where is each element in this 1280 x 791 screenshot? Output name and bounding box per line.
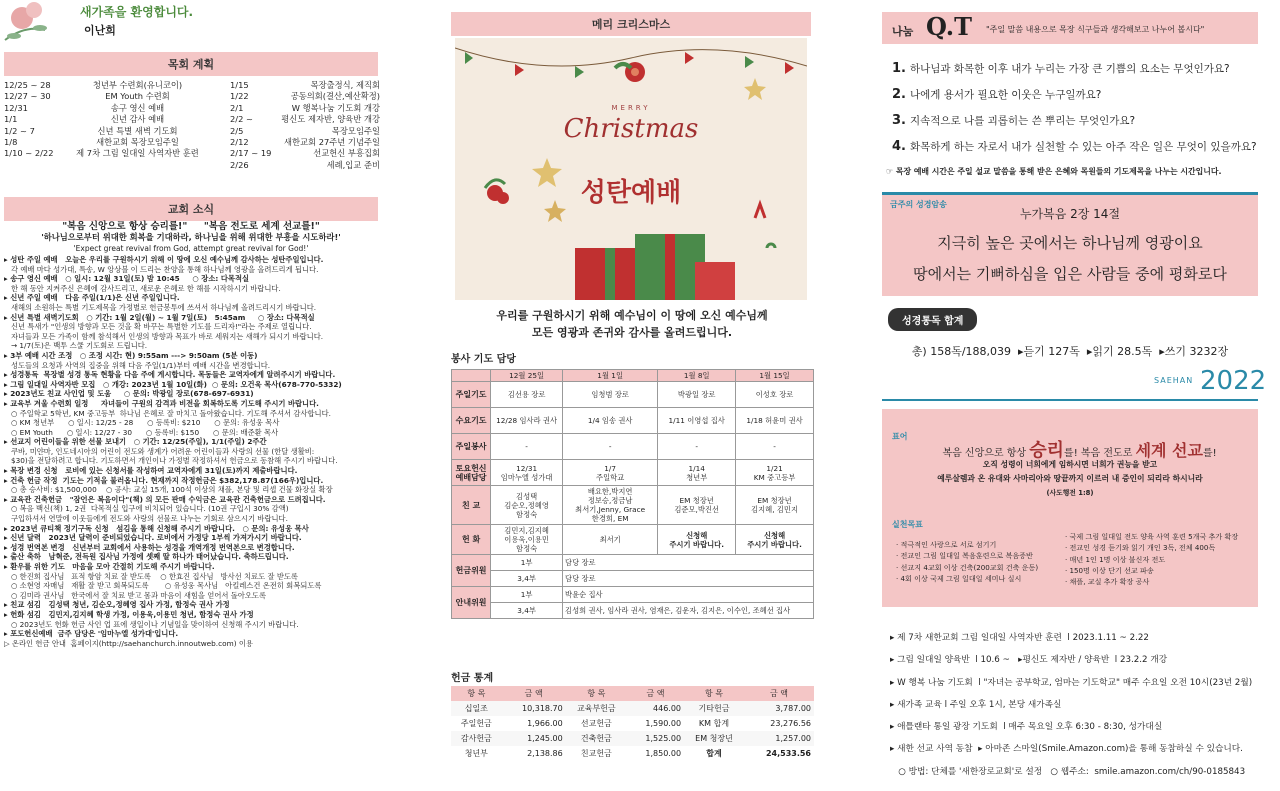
xmas-header: 메리 크리스마스: [451, 12, 811, 36]
news-item: ▸ 포도헌신예배 금주 담당은 '임마누엘 성가대'입니다.: [4, 629, 179, 639]
fin-amount: 10,318.70: [502, 701, 566, 716]
announcement-item: ▸ 제 7차 새한교회 그림 일대일 사역자반 훈련 l 2023.1.11 ~ 2.22: [890, 633, 1149, 643]
schedule-event: 신년 특별 새벽 기도회: [97, 125, 178, 136]
qt-note: ☞ 목장 예배 시간은 주일 설교 말씀을 통해 받은 은혜와 목원들의 기도제목을 나누는 시간입니다.: [886, 167, 1222, 176]
xmas-merry: MERRY: [611, 104, 651, 112]
qt-item: [892, 82, 1262, 108]
qt-text: 나에게 용서가 필요한 이웃은 누구일까요?: [909, 89, 1102, 101]
fin-amount: 2,138.86: [527, 749, 563, 758]
bible-stats: 총) 158독/188,039 ▸듣기 127독 ▸읽기 28.5독 ▸쓰기 3232장: [911, 345, 1229, 358]
announcement-item: ▸ W 행복 나눔 기도회 l "자녀는 공부학교, 엄마는 기도학교" 매주 수요일 오전 10시(23년 2월): [890, 677, 1253, 688]
practice-item: · 선교지 4교회 이상 건축(200교회 건축 운동): [896, 562, 1039, 572]
schedule-row: [4, 148, 209, 159]
news-item: ○ 한진희 집사님 표적 항암 치료 잘 받도록 ○ 한효진 집사님 방사선 치료도 잘 받도록: [4, 571, 298, 581]
fin-header: 항 목: [684, 686, 744, 701]
service-cell: 김성택 김순오,정혜영 함정숙: [491, 486, 563, 525]
news-item: ○ 소현영 자매님 재활 잘 받고 회복되도록 ○ 유성웅 목사님 아킬레스건 온전히 회복되도록: [4, 581, 322, 591]
service-cell: 신청해 주시기 바랍니다.: [658, 525, 736, 555]
service-cell: 박광일 장로: [658, 382, 736, 408]
bible-badge: 성경통독 합계: [888, 308, 977, 331]
service-date: 12월 25일: [491, 370, 563, 382]
fin-item: 주일헌금: [460, 719, 492, 728]
qt-number: 4.: [892, 139, 906, 154]
service-cell: 임청범 장로: [563, 382, 658, 408]
goal-part-c: 를! 복음 전도로: [1064, 448, 1136, 459]
news-item: ▸ 건축 헌금 작정 기도는 기적을 불러옵니다. 현재까지 작정헌금은 $382,178.87(166우)입니다.: [4, 475, 324, 485]
practice-right: [1065, 531, 1258, 587]
fin-amount: 24,533.56: [765, 749, 811, 758]
service-cell: -: [736, 434, 814, 460]
qt-text: 하나님과 화목한 이후 내가 누리는 가장 큰 기쁨의 요소는 무엇인가요?: [909, 63, 1230, 75]
service-cell: -: [658, 434, 736, 460]
goal-part-d: 세계 선교: [1135, 441, 1203, 460]
fin-row: [451, 746, 814, 761]
caption-line-2: 모든 영광과 존귀와 감사를 올려드립니다.: [531, 326, 733, 339]
news-item: 새해의 소원하는 특별 기도제목을 가정별로 헌금봉투에 쓰셔서 하나님께 올려드리시기 바랍니다.: [4, 302, 317, 312]
schedule-date: 1/1: [4, 114, 18, 125]
service-label: 친 교: [452, 486, 491, 525]
slogan-line-2: '하나님으로부터 위대한 회복을 기대하라, 하나님을 위해 위대한 부흥을 시도하라!': [41, 232, 341, 242]
fin-row: [451, 716, 814, 731]
schedule-event: 목장출정식, 제직회: [310, 80, 380, 90]
schedule-date: 12/27 ~ 30: [4, 91, 51, 102]
news-item: ○ 2023년도 헌화 헌금 사인 업 표에 생일이나 기념일을 맞이하여 신청해 주시기 바랍니다.: [4, 619, 299, 629]
news-item: ○ 총 승사비: $1,500,000 ○ 공사: 교실 15개, 100석 이상의 채플, 본당 및 리셉 건물 화장실 확장: [4, 485, 333, 495]
schedule-event: 제 7차 그림 일대일 사역자반 훈련: [76, 148, 199, 159]
staff-part: 3,4부: [491, 603, 563, 619]
fin-item: 합계: [706, 749, 722, 758]
service-cell: 배요한,박지연 정보승,정금남 최서기,Jenny, Grace 한경희, EM: [563, 486, 658, 525]
news-item: 구입하셔서 연말에 이웃들에게 전도와 사랑의 선물로 나누는 기회로 삼으시기 바랍니다.: [4, 514, 288, 524]
news-list: [4, 255, 384, 648]
announcement-list: [890, 627, 1266, 783]
schedule-row: [230, 114, 380, 125]
service-label: 토요헌신 예배담당: [452, 460, 491, 486]
schedule-row: [4, 80, 209, 91]
service-cell: 12/31 임마누엘 성가대: [491, 460, 563, 486]
news-item: 자녀들과 모든 가족이 함께 참석해서 인생의 방향과 목표가 바로 세워지는 새해가 되시기 바랍니다.: [4, 331, 324, 341]
fin-item: 건축헌금: [566, 731, 627, 746]
christmas-illustration: [455, 38, 807, 300]
news-item: ▸ 환우를 위한 기도 마음을 모아 간절히 기도해 주시기 바랍니다.: [4, 562, 215, 571]
verse-label: 금주의 성경암송: [890, 200, 947, 209]
schedule-right: [230, 80, 380, 171]
service-cell: 1/21 KM 중고등부: [736, 460, 814, 486]
fin-item: 친교헌금: [580, 749, 612, 758]
fin-amount: 3,787.00: [744, 701, 814, 716]
verse-ref: 누가복음 2장 14절: [1019, 207, 1121, 221]
announcement-item: ▸ 애틀랜타 통일 광장 기도회 l 매주 목요일 오후 6:30 - 8:30, 성가대실: [890, 722, 1163, 733]
fin-amount: 1,245.00: [502, 731, 566, 746]
news-item: 신년 특새가 "인생의 방향과 모든 것을 확 바꾸는 특별한 기도를 드리자!"라는 주제로 열립니다.: [4, 322, 312, 332]
verse-box: [882, 192, 1258, 296]
schedule-date: 2/17 ~ 19: [230, 148, 272, 159]
schedule-header: 목회 계획: [4, 52, 378, 76]
staff-names: 김성희 권사, 임사라 권사, 염재은, 김운자, 김지은, 이수인, 조혜선 집사: [563, 603, 814, 619]
service-row: [452, 408, 814, 434]
acts-line-2: 예루살렘과 온 유대와 사마리아와 땅끝까지 이르러 내 증인이 되리라 하시니라: [937, 474, 1203, 483]
welcome-section: [0, 0, 382, 48]
right-column: [882, 0, 1280, 791]
schedule-event: EM Youth 수련회: [105, 91, 170, 102]
news-item: ▸ 신년 특별 새벽기도회 ○ 기간: 1월 2일(월) ~ 1월 7일(토) 5:45am ○ 장소: 다목적실: [4, 312, 315, 322]
announcement-item: ○ 방법: 단체를 '새한장로교회'로 설정 ○ 웹주소: smile.amazon.com/ch/90-0185843: [890, 766, 1246, 777]
news-item: ▸ 출산 축하 남혁준, 전득원 집사님 가정에 셋째 딸 하나가 태어났습니다. 축하드립니다.: [4, 552, 289, 562]
service-row: [452, 382, 814, 408]
fin-item: 기타헌금: [684, 701, 744, 716]
service-label: 헌 화: [452, 525, 491, 555]
schedule-date: 2/5: [230, 125, 244, 136]
news-item: ▸ 목장 변경 신청 로비에 있는 신청서를 작성하여 교역자에게 31일(토)까지 제출바랍니다.: [4, 466, 298, 476]
fin-header: 항 목: [566, 686, 627, 701]
staff-row: [452, 603, 814, 619]
service-cell: 12/28 임사라 권사: [491, 408, 563, 434]
schedule-event: 평신도 제자반, 양육반 개강: [281, 114, 380, 125]
schedule-event: 신년 감사 예배: [110, 114, 165, 125]
schedule-row: [230, 91, 380, 102]
qt-header: [882, 12, 1258, 44]
left-column: [0, 0, 382, 791]
service-table: [451, 369, 814, 619]
fin-amount: 23,276.56: [770, 719, 811, 728]
fin-header: 금 액: [627, 686, 684, 701]
announcement-item: ▸ 그림 일대일 양육반 l 10.6 ~ ▸평신도 제자반 / 양육반 l 23.2.2 개강: [890, 655, 1168, 666]
goal-label: 표어: [892, 432, 908, 441]
news-item: ▸ 성탄 주일 예배 오늘은 우리를 구원하시기 위해 이 땅에 오신 예수님께 감사하는 성탄주일입니다.: [4, 255, 324, 264]
schedule-event: 새한교회 목장모임주일: [96, 137, 179, 148]
service-label: 주일기도: [452, 382, 491, 408]
qt-prefix: 나눔: [892, 25, 914, 38]
fin-amount: 1,966.00: [527, 719, 563, 728]
staff-names: 박윤순 집사: [563, 587, 814, 603]
fin-header: 금 액: [744, 686, 814, 701]
news-item: ▸ 성경 번역본 변경 신년부터 교회에서 사용하는 성경을 개역개정 번역본으로 변경합니다.: [4, 542, 295, 552]
service-title: 봉사 기도 담당: [451, 354, 516, 365]
fin-item: 선교헌금: [580, 719, 612, 728]
service-label: 주일봉사: [452, 434, 491, 460]
news-item: ▷ 온라인 헌금 안내 홈페이지(http://saehanchurch.innoutweb.com) 이용: [4, 638, 253, 648]
fin-amount: 1,525.00: [627, 731, 684, 746]
schedule-date: 12/31: [4, 102, 28, 113]
staff-part: 3,4부: [491, 571, 563, 587]
schedule-row: [4, 91, 209, 102]
schedule-row: [4, 103, 209, 114]
announcement-item: ▸ 새가족 교육 l 주일 오후 1시, 본당 새가족실: [890, 699, 1062, 710]
schedule-event: 청년부 수련회(유니코이): [92, 80, 183, 90]
fin-amount: 1,850.00: [645, 749, 682, 758]
news-item: ▸ 2023년 큐티책 정기구독 신청 섬김을 통해 신청해 주시기 바랍니다. ○ 문의: 유성웅 목사: [4, 523, 309, 533]
schedule-date: 12/25 ~ 28: [4, 80, 51, 90]
news-item: ○ 주일학교 5학년, KM 중고등부 하나님 은혜로 잘 마치고 돌아왔습니다. 기도해 주셔서 감사합니다.: [4, 408, 331, 418]
fin-amount: 1,257.00: [744, 731, 814, 746]
saehan-label: SAEHAN: [1154, 376, 1194, 385]
year-label: 2022: [1200, 366, 1267, 396]
service-cell: 1/11 이영섭 집사: [658, 408, 736, 434]
service-cell: 김민지,김지혜 이용욱,이용민 함정숙: [491, 525, 563, 555]
schedule-event: W 행복나눔 기도회 개강: [291, 102, 380, 113]
schedule-date: 1/10 ~ 2/22: [4, 148, 54, 159]
fin-item: 청년부: [464, 749, 488, 758]
schedule-row: [230, 126, 380, 137]
schedule-event: 세례,입교 준비: [326, 159, 380, 170]
service-header-row: [452, 370, 814, 382]
qt-text: 지속적으로 나를 괴롭히는 쓴 뿌리는 무엇인가요?: [909, 115, 1136, 127]
goal-part-e: 를!: [1202, 448, 1217, 459]
staff-part: 1부: [491, 555, 563, 571]
schedule-row: [230, 160, 380, 171]
schedule-row: [230, 148, 380, 159]
practice-item: · 국제 그림 일대일 전도 양육 사역 훈련 5개국 추가 확장: [1065, 532, 1239, 541]
fin-header: 항 목: [451, 686, 502, 701]
qt-number: 1.: [892, 61, 906, 76]
practice-item: · 채플, 교실 추가 확장 공사: [1065, 577, 1150, 587]
service-date: 1월 15일: [736, 370, 814, 382]
service-cell: 김선용 장로: [491, 382, 563, 408]
qt-item: [892, 108, 1262, 134]
service-row: [452, 434, 814, 460]
service-date: 1월 8일: [658, 370, 736, 382]
fin-item: 감사헌금: [451, 731, 502, 746]
practice-item: · 150명 이상 단기 선교 파송: [1065, 565, 1154, 575]
fin-item: 교육부헌금: [566, 701, 627, 716]
news-item: ▸ 신년 달력 2023년 달력이 준비되었습니다. 로비에서 가정당 1부씩 가져가시기 바랍니다.: [4, 533, 302, 543]
practice-item: · 매년 1인 1명 이상 불신자 전도: [1065, 554, 1166, 564]
schedule-date: 2/26: [230, 159, 249, 170]
fin-header: 금 액: [502, 686, 566, 701]
fin-amount: 446.00: [627, 701, 684, 716]
news-item: $30)을 전달하려고 합니다. 기도하면서 개인이나 가정별 작정하셔서 헌금으로 동참해 주시기 바랍니다.: [4, 456, 338, 466]
service-cell: 신청해 주시기 바랍니다.: [736, 525, 814, 555]
news-item: ▸ 신년 주일 예배 다음 주일(1/1)은 신년 주일입니다.: [4, 293, 180, 303]
verse-line-2: 땅에서는 기뻐하심을 입은 사람들 중에 평화로다: [913, 265, 1227, 283]
qt-list: [892, 56, 1262, 160]
qt-number: 2.: [892, 87, 906, 102]
schedule-row: [230, 103, 380, 114]
fin-item: 십일조: [451, 701, 502, 716]
xmas-title: 성탄예배: [580, 178, 682, 208]
staff-part: 1부: [491, 587, 563, 603]
slogan-line-3: 'Expect great revival from God, attempt great revival for God!': [73, 244, 309, 253]
schedule-left: [4, 80, 209, 160]
service-row: [452, 486, 814, 525]
service-cell: EM 청장년 김지혜, 김민지: [736, 486, 814, 525]
welcome-title: 새가족을 환영합니다.: [80, 5, 194, 19]
qt-text: 화목하게 하는 자로서 내가 실천할 수 있는 아주 작은 일은 무엇이 있을까요?: [909, 141, 1257, 153]
news-item: → 1/7(토)은 백투 스쿨 기도회로 드립니다.: [4, 341, 148, 351]
welcome-name: 이난희: [84, 24, 116, 37]
staff-row: [452, 555, 814, 571]
fin-row: [451, 701, 814, 716]
acts-ref: (사도행전 1:8): [1046, 489, 1094, 497]
middle-column: [447, 0, 817, 791]
news-item: ▸ 3부 예배 시간 조정 ○ 조정 시간: 현) 9:55am ---> 9:50am (5분 이동): [4, 350, 258, 360]
news-item: ○ 김미라 권사님 한국에서 잘 치료 받고 몸과 마음이 새힘을 얻어서 돌아오도록: [4, 590, 266, 600]
news-item: ○ 복음 백신(책) 1, 2권 다목적실 입구에 비치되어 있습니다. (10권 구입시 30% 감액): [4, 504, 289, 514]
news-item: 쿠바, 미얀마, 인도네시아의 어린이 전도와 생계가 어려운 어린이들과 사랑의 선물 (한달 생활비:: [4, 446, 315, 456]
qt-number: 3.: [892, 113, 906, 128]
service-cell: 최서기: [563, 525, 658, 555]
schedule-row: [230, 80, 380, 91]
schedule-event: 송구 영신 예배: [110, 102, 165, 113]
news-item: ○ EM Youth ○ 일시: 12/27 - 30 ○ 등록비: $150 ○ 문의: 배준환 목사: [4, 427, 279, 437]
fin-amount: 1,590.00: [645, 719, 682, 728]
qt-big: Q.T: [926, 12, 972, 41]
schedule-event: 공동의회(결산,예산확정): [290, 91, 380, 102]
service-label: 수요기도: [452, 408, 491, 434]
finance-table: [451, 686, 814, 761]
practice-label: 실천목표: [892, 520, 923, 529]
service-cell: 1/4 임송 권사: [563, 408, 658, 434]
service-cell: 1/18 허윤미 권사: [736, 408, 814, 434]
news-item: ▸ 성경통독 목장별 성경 통독 현황을 다음 주에 게시합니다. 목동들은 교역자에게 알려주시기 바랍니다.: [4, 370, 336, 380]
news-header: 교회 소식: [4, 197, 378, 221]
qt-item: [892, 56, 1262, 82]
goal-part-a: 복음 신앙으로 항상: [942, 448, 1030, 459]
schedule-date: 1/8: [4, 137, 18, 148]
practice-item: · 전교인 성경 듣기와 읽기 개인 3독, 전체 400독: [1065, 543, 1216, 553]
news-item: 각 예배 마다 성가대, 특송, W 앙상블 이 드리는 찬양을 통해 하나님께 영광을 올려드리게 됩니다.: [4, 264, 319, 274]
schedule-date: 1/15: [230, 80, 249, 90]
news-item: ▸ 친교 섬김 김성택 청년, 김순오,정혜영 집사 가정, 함정숙 권사 가정: [4, 600, 230, 610]
fin-item: KM 합계: [698, 719, 730, 728]
practice-item: · 4회 이상 국제 그림 일대일 세미나 실시: [896, 573, 1022, 583]
slogan-line-1: "복음 신앙으로 항상 승리를!" "복음 전도로 세계 선교를!": [62, 221, 320, 232]
practice-left: [896, 539, 1076, 584]
acts-line-1: 오직 성령이 너희에게 임하시면 너희가 권능을 받고: [982, 460, 1158, 469]
schedule-row: [4, 137, 209, 148]
service-corner: [452, 370, 491, 382]
xmas-script: Christmas: [563, 114, 699, 144]
service-cell: 이성호 장로: [736, 382, 814, 408]
schedule-date: 1/22: [230, 91, 249, 102]
schedule-date: 2/2 ~: [230, 114, 253, 125]
staff-label: 안내위원: [452, 587, 491, 619]
service-row: [452, 460, 814, 486]
service-cell: -: [563, 434, 658, 460]
verse-line-1: 지극히 높은 곳에서는 하나님께 영광이요: [937, 234, 1203, 252]
schedule-date: 2/1: [230, 102, 244, 113]
christmas-card: [455, 38, 807, 300]
news-item: 한 해 동안 지켜주신 은혜에 감사드리고, 새로운 은혜로 한 해를 시작하시기 바랍니다.: [4, 283, 281, 293]
news-item: ▸ 송구 영신 예배 ○ 일시: 12월 31일(토) 밤 10:45 ○ 장소: 다목적실: [4, 274, 250, 284]
schedule-row: [230, 137, 380, 148]
schedule-row: [4, 114, 209, 125]
practice-item: · 적극적인 사랑으로 서로 섬기기: [896, 540, 997, 549]
news-item: 성도들의 요청과 사역의 집중을 위해 다음 주일(1/1)부터 예배 시간을 변경합니다.: [4, 360, 271, 370]
news-item: ▸ 교육관 건축헌금 "잠언은 복음이다"(책) 의 모든 판매 수익금은 교육관 건축헌금으로 드려집니다.: [4, 494, 326, 504]
fin-title: 헌금 통계: [451, 673, 494, 684]
fin-item: EM 청장년: [684, 731, 744, 746]
flower-icon: [0, 0, 70, 48]
staff-row: [452, 571, 814, 587]
service-cell: -: [491, 434, 563, 460]
news-item: ○ KM 청년부 ○ 일시: 12/25 - 28 ○ 등록비: $210 ○ 문의: 유성웅 목사: [4, 418, 280, 428]
news-item: ▸ 헌화 섬김 김민지,김지혜 학생 가정, 이용욱,이용민 청년, 함정숙 권사 가정: [4, 609, 254, 619]
staff-names: 담당 장로: [563, 571, 814, 587]
qt-subtitle: "주일 말씀 내용으로 목장 식구들과 생각해보고 나누어 봅시다": [986, 25, 1205, 34]
staff-label: 헌금위원: [452, 555, 491, 587]
staff-row: [452, 587, 814, 603]
fin-row: [451, 731, 814, 746]
schedule-event: 목장모임주일: [331, 125, 380, 136]
news-item: ▸ 교육부 겨울 수련회 일정 자녀들이 구원의 감격과 비전을 회복하도록 기도해 주시기 바랍니다.: [4, 398, 319, 408]
caption-line-1: 우리를 구원하시기 위해 예수님이 이 땅에 오신 예수님께: [496, 309, 768, 322]
schedule-row: [4, 126, 209, 137]
schedule-date: 1/2 ~ 7: [4, 125, 35, 136]
service-cell: 1/14 청년부: [658, 460, 736, 486]
goal-part-b: 승리: [1029, 440, 1065, 461]
service-cell: 1/7 주일학교: [563, 460, 658, 486]
schedule-date: 2/12: [230, 137, 249, 148]
news-item: ▸ 선교지 어린이들을 위한 선물 보내기 ○ 기간: 12/25(주일), 1/1(주일) 2주간: [4, 437, 267, 447]
schedule-event: 선교헌신 부흥집회: [313, 148, 380, 159]
schedule-event: 새한교회 27주년 기념주일: [284, 137, 380, 148]
news-item: ▸ 그림 일대일 사역자반 모집 ○ 개강: 2023년 1월 10일(화) ○ 문의: 오건욱 목사(678-770-5332): [4, 379, 342, 389]
service-date: 1월 1일: [563, 370, 658, 382]
qt-item: [892, 134, 1262, 160]
news-item: ▸ 2023년도 친교 사인업 및 도움 ○ 문의: 박광일 장로(678-697-6931): [4, 389, 254, 399]
announcement-item: ▸ 새한 선교 사역 동참 ▸ 아마존 스마일(Smile.Amazon.com)을 통해 동참하실 수 있습니다.: [890, 744, 1243, 755]
service-row: [452, 525, 814, 555]
year-line: [882, 399, 1258, 401]
service-cell: EM 청장년 김준모,박진선: [658, 486, 736, 525]
staff-names: 담당 장로: [563, 555, 814, 571]
fin-header-row: [451, 686, 814, 701]
motto-box: [882, 409, 1258, 607]
practice-item: · 전교인 그림 일대일 복음훈련으로 복음증반: [896, 551, 1033, 561]
